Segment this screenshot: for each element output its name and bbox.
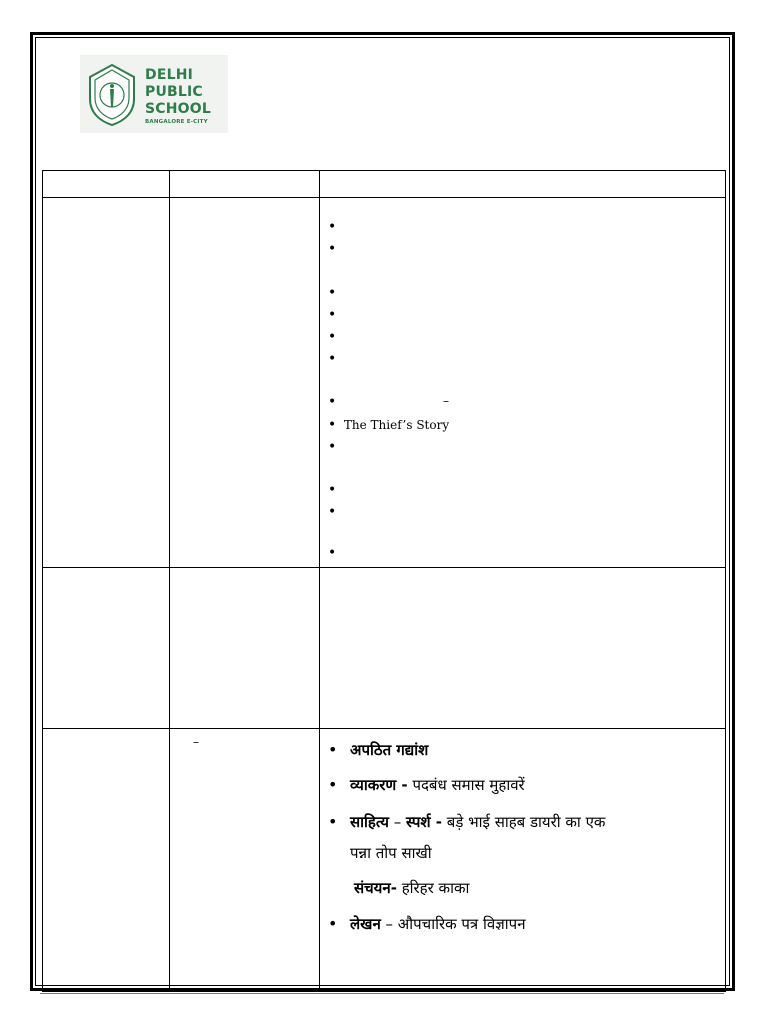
table-row <box>43 729 726 992</box>
bullet-item: • <box>328 329 337 345</box>
hindi-item-unseen-passage: • अपठित गद्यांश <box>328 740 429 759</box>
table-cell-topics <box>320 198 726 568</box>
header-cell <box>320 171 726 198</box>
footer-rule <box>40 993 724 994</box>
logo-line-school: SCHOOL <box>145 101 211 117</box>
bullet-item: • <box>328 285 337 301</box>
dash-mark: – <box>443 394 449 408</box>
bullet-item: • <box>328 351 337 367</box>
header-cell <box>170 171 320 198</box>
school-logo <box>80 55 228 133</box>
table-cell <box>170 568 320 729</box>
logo-line-delhi: DELHI <box>145 67 194 83</box>
bullet-item: • <box>328 307 337 323</box>
story-title: The Thief’s Story <box>343 418 450 432</box>
table-header-row <box>43 171 726 198</box>
hindi-item-writing: • लेखन – औपचारिक पत्र विज्ञापन <box>328 914 526 933</box>
hindi-item-literature-cont: पन्ना तोप साखी <box>350 844 432 862</box>
table-cell <box>170 198 320 568</box>
school-crest-icon <box>86 63 138 127</box>
table-row <box>43 198 726 568</box>
dash-mark: – <box>193 735 199 749</box>
bullet-item-story: • The Thief’s Story <box>328 417 450 433</box>
table-cell <box>43 729 170 992</box>
table-row <box>43 568 726 729</box>
hindi-item-grammar: • व्याकरण - पदबंध समास मुहावरें <box>328 775 525 794</box>
bullet-item: • <box>328 545 337 561</box>
logo-wordmark <box>145 67 211 126</box>
table-cell <box>320 568 726 729</box>
bullet-item: • <box>328 439 337 455</box>
bullet-item: • <box>328 394 337 410</box>
hindi-item-sanchayan: संचयन- हरिहर काका <box>354 879 470 897</box>
table-cell-hindi-topics <box>320 729 726 992</box>
hindi-item-literature: • साहित्य – स्पर्श - बड़े भाई साहब डायरी का एक <box>328 812 606 831</box>
bullet-item: • <box>328 482 337 498</box>
table-cell <box>43 568 170 729</box>
table-cell <box>170 729 320 992</box>
syllabus-table <box>42 170 726 992</box>
bullet-item: • <box>328 219 337 235</box>
table-cell <box>43 198 170 568</box>
logo-line-campus: BANGALORE E-CITY <box>145 119 208 125</box>
header-cell <box>43 171 170 198</box>
bullet-item: • <box>328 504 337 520</box>
bullet-item: • <box>328 241 337 257</box>
logo-line-public: PUBLIC <box>145 84 203 100</box>
